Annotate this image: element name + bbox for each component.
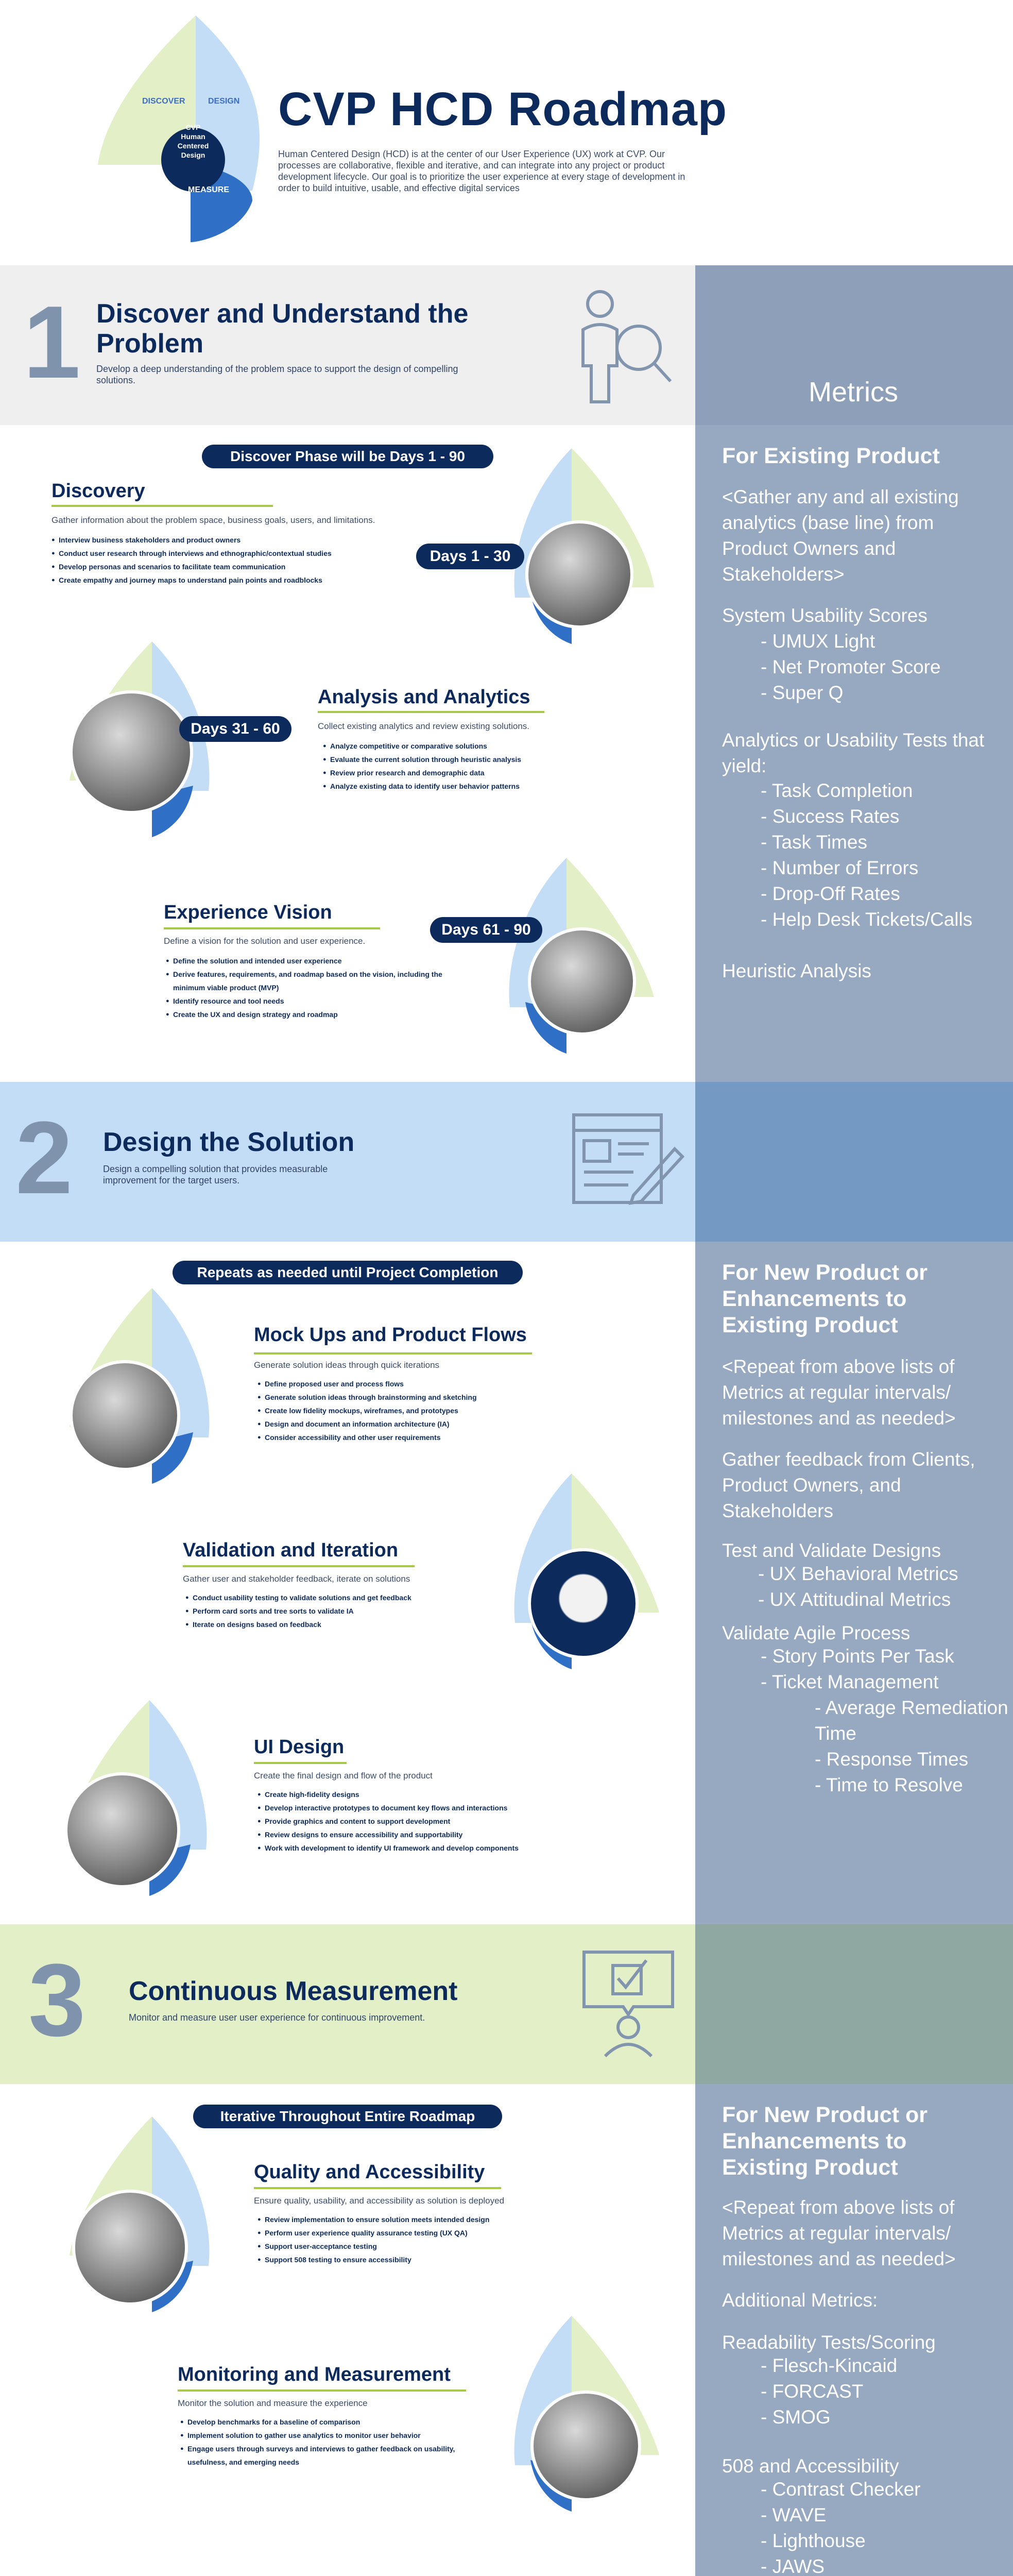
metrics1-heuristic: Heuristic Analysis xyxy=(722,960,871,981)
analysis-title: Analysis and Analytics xyxy=(318,686,530,708)
list-item: ● Support user-acceptance testing xyxy=(257,2240,587,2253)
checklist-person-icon xyxy=(582,1950,675,2058)
analysis-underline xyxy=(318,711,544,713)
list-item: ● Design and document an information architecture (IA) xyxy=(257,1417,587,1431)
list-item: ● Conduct usability testing to validate solutions and get feedback xyxy=(185,1591,505,1604)
metrics3-repeat: <Repeat from above lists of Metrics at regular intervals/ milestones and as needed> xyxy=(722,2197,956,2269)
mockups-underline xyxy=(254,1352,532,1354)
vision-title: Experience Vision xyxy=(164,902,332,923)
metrics3-read-1: - FORCAST xyxy=(761,2381,864,2402)
metrics1-head: For Existing Product xyxy=(722,444,940,468)
list-item: ● Create high-fidelity designs xyxy=(257,1788,618,1801)
list-item: ● Define the solution and intended user experience xyxy=(166,954,470,968)
mockups-desc: Generate solution ideas through quick iterations xyxy=(254,1360,440,1370)
list-item: ● Review implementation to ensure solution meets intended design xyxy=(257,2213,587,2226)
ui-bullets xyxy=(257,1788,618,1855)
metrics3-acc-3: - JAWS xyxy=(761,2556,825,2576)
monitoring-title: Monitoring and Measurement xyxy=(178,2364,451,2385)
vision-photo xyxy=(528,927,636,1036)
validation-title: Validation and Iteration xyxy=(183,1539,399,1561)
metrics2-agile-sub-0: - Average Remediation Time xyxy=(815,1697,1008,1744)
metrics1-test-5: - Help Desk Tickets/Calls xyxy=(761,909,973,930)
quality-underline xyxy=(254,2187,501,2189)
list-item: ● Review designs to ensure accessibility and supportability xyxy=(257,1828,618,1841)
metrics-header-band-2 xyxy=(695,1082,1013,1242)
list-item: ● Implement solution to gather use analytics to monitor user behavior xyxy=(180,2429,489,2442)
metrics1-test-4: - Drop-Off Rates xyxy=(761,883,900,904)
logo-design: DESIGN xyxy=(208,97,240,106)
section1-title: Discover and Understand the Problem xyxy=(96,299,469,359)
ui-underline xyxy=(254,1762,347,1764)
section2-pill: Repeats as needed until Project Completion xyxy=(173,1261,523,1284)
metrics2-agile-1: - Ticket Management xyxy=(761,1671,939,1692)
vision-underline xyxy=(164,927,380,929)
metrics1-gather: <Gather any and all existing analytics (base line) from Product Owners and Stakeholders> xyxy=(722,486,959,585)
metrics3-read-0: - Flesch-Kincaid xyxy=(761,2355,898,2376)
list-item: ● Perform user experience quality assurance testing (UX QA) xyxy=(257,2226,587,2240)
logo-discover: DISCOVER xyxy=(142,97,185,106)
list-item: ● Analyze existing data to identify user behavior patterns xyxy=(323,779,653,793)
list-item: ● Evaluate the current solution through heuristic analysis xyxy=(323,753,653,766)
logo-center: CVP Human Centered Design xyxy=(177,123,209,159)
list-item: ● Derive features, requirements, and roadmap based on the vision, including the minimum viable product (MVP) xyxy=(166,968,470,994)
metrics1-test-1: - Success Rates xyxy=(761,806,900,827)
quality-bullets xyxy=(257,2213,587,2266)
discovery-bullets xyxy=(51,533,422,587)
discovery-title: Discovery xyxy=(51,480,145,502)
validation-photo xyxy=(528,1548,639,1659)
vision-desc: Define a vision for the solution and user experience. xyxy=(164,936,366,946)
list-item: ● Define proposed user and process flows xyxy=(257,1377,587,1391)
list-item: ● Provide graphics and content to support development xyxy=(257,1815,618,1828)
section2-desc: Design a compelling solution that provides measurable improvement for the target users. xyxy=(103,1164,328,1185)
analysis-bullets xyxy=(323,739,653,793)
discovery-underline xyxy=(51,505,273,507)
validation-underline xyxy=(183,1565,415,1567)
metrics1-tests-head: Analytics or Usability Tests that yield: xyxy=(722,730,985,776)
metrics2-test-1: - UX Attitudinal Metrics xyxy=(758,1589,951,1610)
metrics2-agile-0: - Story Points Per Task xyxy=(761,1646,954,1667)
metrics-heading: Metrics xyxy=(809,377,898,408)
metrics1-sus-head: System Usability Scores xyxy=(722,605,928,626)
list-item: ● Generate solution ideas through brainstorming and sketching xyxy=(257,1391,587,1404)
analysis-photo xyxy=(70,690,193,814)
section3-number: 3 xyxy=(28,1943,86,2058)
list-item: ● Interview business stakeholders and product owners xyxy=(51,533,422,547)
metrics1-sus-0: - UMUX Light xyxy=(761,631,875,652)
ui-desc: Create the final design and flow of the product xyxy=(254,1771,433,1781)
metrics2-feedback: Gather feedback from Clients, Product Owners, and Stakeholders xyxy=(722,1449,975,1521)
metrics2-agile-sub-2: - Time to Resolve xyxy=(815,1774,963,1795)
metrics1-sus-1: - Net Promoter Score xyxy=(761,656,941,677)
monitoring-underline xyxy=(178,2389,466,2392)
metrics1-test-3: - Number of Errors xyxy=(761,857,919,878)
mockups-photo xyxy=(70,1360,180,1471)
list-item: ● Work with development to identify UI framework and develop components xyxy=(257,1841,618,1855)
list-item: ● Create empathy and journey maps to understand pain points and roadblocks xyxy=(51,573,422,587)
metrics2-test-0: - UX Behavioral Metrics xyxy=(758,1563,958,1584)
section3-desc: Monitor and measure user user experience for continuous improvement. xyxy=(129,2012,425,2023)
section1-number: 1 xyxy=(23,285,81,400)
metrics2-test-head: Test and Validate Designs xyxy=(722,1540,941,1561)
header xyxy=(0,0,1013,265)
section3-title: Continuous Measurement xyxy=(129,1976,458,2006)
list-item: ● Create low fidelity mockups, wireframes, and prototypes xyxy=(257,1404,587,1417)
page-title: CVP HCD Roadmap xyxy=(278,83,728,135)
section1-pill: Discover Phase will be Days 1 - 90 xyxy=(202,445,493,468)
metrics3-additional: Additional Metrics: xyxy=(722,2290,878,2311)
list-item: ● Create the UX and design strategy and roadmap xyxy=(166,1008,470,1021)
metrics3-read-2: - SMOG xyxy=(761,2406,831,2428)
list-item: ● Review prior research and demographic data xyxy=(323,766,653,779)
list-item: ● Conduct user research through interviews and ethnographic/contextual studies xyxy=(51,547,422,560)
metrics1-test-0: - Task Completion xyxy=(761,780,913,801)
list-item: ● Identify resource and tool needs xyxy=(166,994,470,1008)
metrics3-acc-head: 508 and Accessibility xyxy=(722,2455,899,2477)
quality-desc: Ensure quality, usability, and accessibility as solution is deployed xyxy=(254,2196,505,2206)
validation-bullets xyxy=(185,1591,505,1631)
quality-title: Quality and Accessibility xyxy=(254,2161,485,2183)
metrics2-head: For New Product or Enhancements to Existing Product xyxy=(722,1260,928,1337)
list-item: ● Develop benchmarks for a baseline of comparison xyxy=(180,2415,489,2429)
metrics1-test-2: - Task Times xyxy=(761,832,867,853)
list-item: ● Engage users through surveys and interviews to gather feedback on usability, usefulness, and emerging needs xyxy=(180,2442,489,2469)
ui-title: UI Design xyxy=(254,1736,345,1758)
quality-photo xyxy=(72,2190,188,2306)
vision-days-badge: Days 61 - 90 xyxy=(430,917,542,943)
section2-title: Design the Solution xyxy=(103,1127,355,1157)
discovery-desc: Gather information about the problem space, business goals, users, and limitations. xyxy=(51,515,375,525)
analysis-days-badge: Days 31 - 60 xyxy=(179,716,291,742)
list-item: ● Support 508 testing to ensure accessibility xyxy=(257,2253,587,2266)
metrics3-head: For New Product or Enhancements to Existing Product xyxy=(722,2103,928,2180)
metrics3-acc-0: - Contrast Checker xyxy=(761,2479,921,2500)
person-magnifier-icon xyxy=(577,289,675,407)
vision-bullets xyxy=(166,954,470,1021)
list-item: ● Iterate on designs based on feedback xyxy=(185,1618,505,1631)
ui-photo xyxy=(64,1772,180,1888)
monitoring-photo xyxy=(530,2391,641,2501)
validation-desc: Gather user and stakeholder feedback, iterate on solutions xyxy=(183,1574,410,1584)
wireframe-pencil-icon xyxy=(572,1113,685,1206)
list-item: ● Analyze competitive or comparative solutions xyxy=(323,739,653,753)
monitoring-desc: Monitor the solution and measure the experience xyxy=(178,2398,368,2408)
mockups-bullets xyxy=(257,1377,587,1444)
logo-measure: MEASURE xyxy=(188,185,230,194)
section1-desc: Develop a deep understanding of the problem space to support the design of compelling solutions. xyxy=(96,364,458,385)
metrics1-sus-2: - Super Q xyxy=(761,682,844,703)
metrics2-repeat: <Repeat from above lists of Metrics at regular intervals/ milestones and as needed> xyxy=(722,1356,956,1429)
monitoring-bullets xyxy=(180,2415,489,2469)
metrics2-agile-head: Validate Agile Process xyxy=(722,1622,911,1643)
list-item: ● Develop interactive prototypes to document key flows and interactions xyxy=(257,1801,618,1815)
list-item: ● Consider accessibility and other user requirements xyxy=(257,1431,587,1444)
section2-number: 2 xyxy=(15,1100,73,1215)
metrics3-acc-2: - Lighthouse xyxy=(761,2530,866,2551)
mockups-title: Mock Ups and Product Flows xyxy=(254,1324,527,1346)
metrics3-acc-1: - WAVE xyxy=(761,2504,827,2526)
page-intro: Human Centered Design (HCD) is at the center of our User Experience (UX) work at CVP. Our processes are collaborative, flexible and iterative, and can integrate into any project or product development lifecycle. Our goal is to prioritize the user experience at every stage of development in order to build intuitive, usable, and effective digital services xyxy=(278,149,685,193)
list-item: ● Perform card sorts and tree sorts to validate IA xyxy=(185,1604,505,1618)
discovery-photo xyxy=(525,520,633,629)
discovery-days-badge: Days 1 - 30 xyxy=(416,544,524,569)
section3-pill: Iterative Throughout Entire Roadmap xyxy=(193,2105,502,2128)
metrics3-read-head: Readability Tests/Scoring xyxy=(722,2332,936,2353)
analysis-desc: Collect existing analytics and review existing solutions. xyxy=(318,721,530,731)
list-item: ● Develop personas and scenarios to facilitate team communication xyxy=(51,560,422,573)
metrics-header-band-3 xyxy=(695,1924,1013,2084)
metrics2-agile-sub-1: - Response Times xyxy=(815,1749,969,1770)
